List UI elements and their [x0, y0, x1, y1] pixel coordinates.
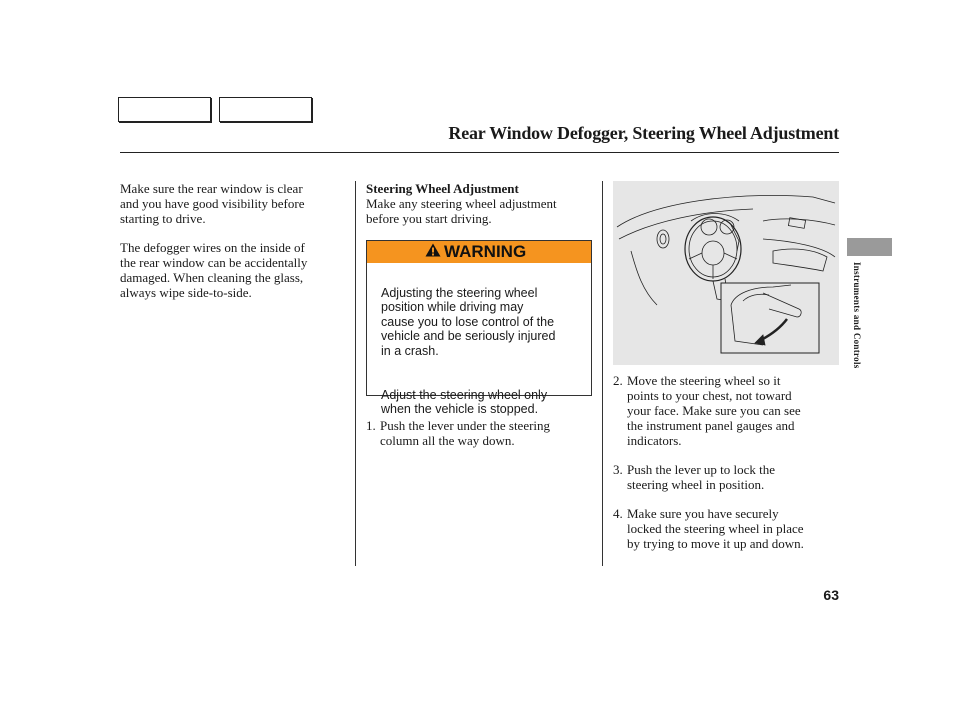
section-intro: Make any steering wheel adjustment before you start driving.	[366, 196, 557, 226]
warning-header	[367, 241, 591, 263]
warning-paragraph: Adjust the steering wheel only when the vehicle is stopped.	[381, 387, 548, 416]
warning-label: WARNING	[444, 242, 527, 261]
warning-triangle-icon	[425, 242, 441, 262]
step-text: Push the lever under the steering column all the way down.	[380, 418, 551, 448]
defogger-paragraph: Make sure the rear window is clear and you have good visibility before starting to drive.	[120, 181, 305, 226]
title-rule	[120, 152, 839, 153]
warning-paragraph: Adjusting the steering wheel position while driving may cause you to lose control of the vehicle and be seriously injured in a crash.	[381, 285, 556, 358]
step-number: 4.	[613, 506, 623, 521]
section-tab-label: Instruments and Controls	[852, 262, 862, 369]
main-menu-button[interactable]	[118, 97, 211, 122]
column-divider	[602, 181, 603, 566]
page-title: Rear Window Defogger, Steering Wheel Adjustment	[448, 123, 839, 143]
step-number: 3.	[613, 462, 623, 477]
step-text: Make sure you have securely locked the steering wheel in place by trying to move it up and down.	[627, 506, 804, 551]
warning-box	[366, 240, 592, 416]
defogger-paragraph: The defogger wires on the inside of the rear window can be accidentally damaged. When cleaning the glass, always wipe side-to-side.	[120, 240, 308, 300]
step-number: 1.	[366, 418, 376, 433]
index-button[interactable]	[219, 97, 312, 122]
steering-wheel-illustration	[613, 181, 839, 365]
page-number: 63	[823, 587, 839, 603]
step-number: 2.	[613, 373, 623, 388]
section-heading: Steering Wheel Adjustment	[366, 181, 519, 196]
section-tab[interactable]	[847, 238, 892, 256]
step-text: Push the lever up to lock the steering wheel in position.	[627, 462, 776, 492]
column-divider	[355, 181, 356, 566]
step-text: Move the steering wheel so it points to your chest, not toward your face. Make sure you can see the instrument panel gauges and indicators.	[627, 373, 801, 448]
